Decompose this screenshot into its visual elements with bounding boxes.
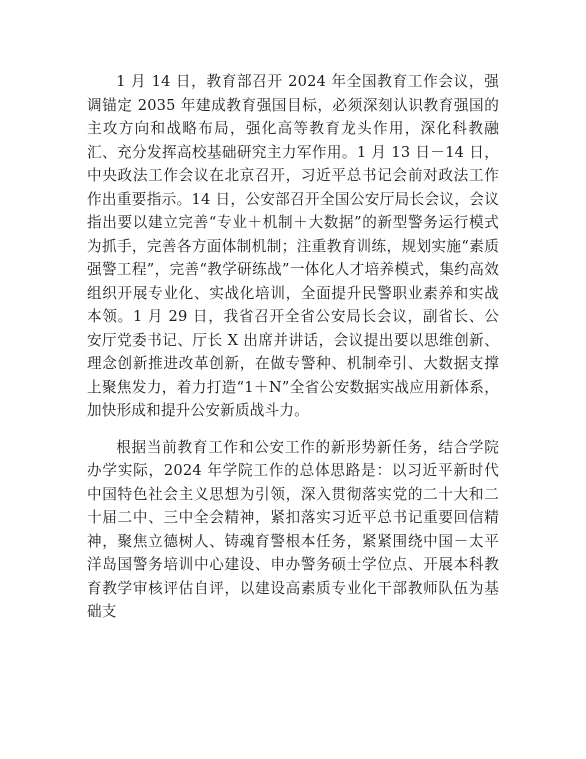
paragraph-2: 根据当前教育工作和公安工作的新形势新任务，结合学院办学实际，2024 年学院工作的总体思路是：以习近平新时代中国特色社会主义思想为引领，深入贯彻落实党的二十大和二十届二中、三中全会精神，紧扣落实习近平总书记重要回信精神，聚焦立德树人、铸魂育警根本任务，紧紧围绕中国－太平洋岛国警务培训中心建设、申办警务硕士学位点、开展本科教育教学审核评估自评，以建设高素质专业化干部教师队伍为基础支 [87, 438, 499, 620]
paragraph-1: 1 月 14 日，教育部召开 2024 年全国教育工作会议，强调锚定 2035 年建成教育强国目标，必须深刻认识教育强国的主攻方向和战略布局，强化高等教育龙头作用，深化科教融汇、充分发挥高校基础研究主力军作用。1 月 13 日－14 日，中央政法工作会议在北京召开，习近平总书记会前对政法工作作出重要指示。14 日，公安部召开全国公安厅局长会议，会议指出要以建立完善“专业＋机制＋大数据”的新型警务运行模式为抓手，完善各方面体制机制；注重教育训练，规划实施“素质强警工程”，完善“教学研练战”一体化人才培养模式，集约高效组织开展专业化、实战化培训，全面提升民警职业素养和实战本领。1 月 29 日，我省召开全省公安局长会议，副省长、公安厅党委书记、厅长 X 出席并讲话，会议提出要以思维创新、理念创新推进改革创新，在做专警种、机制牵引、大数据支撑上聚焦发力，着力打造“1＋N”全省公安数据实战应用新体系，加快形成和提升公安新质战斗力。 [87, 73, 499, 419]
document-body [87, 70, 499, 624]
